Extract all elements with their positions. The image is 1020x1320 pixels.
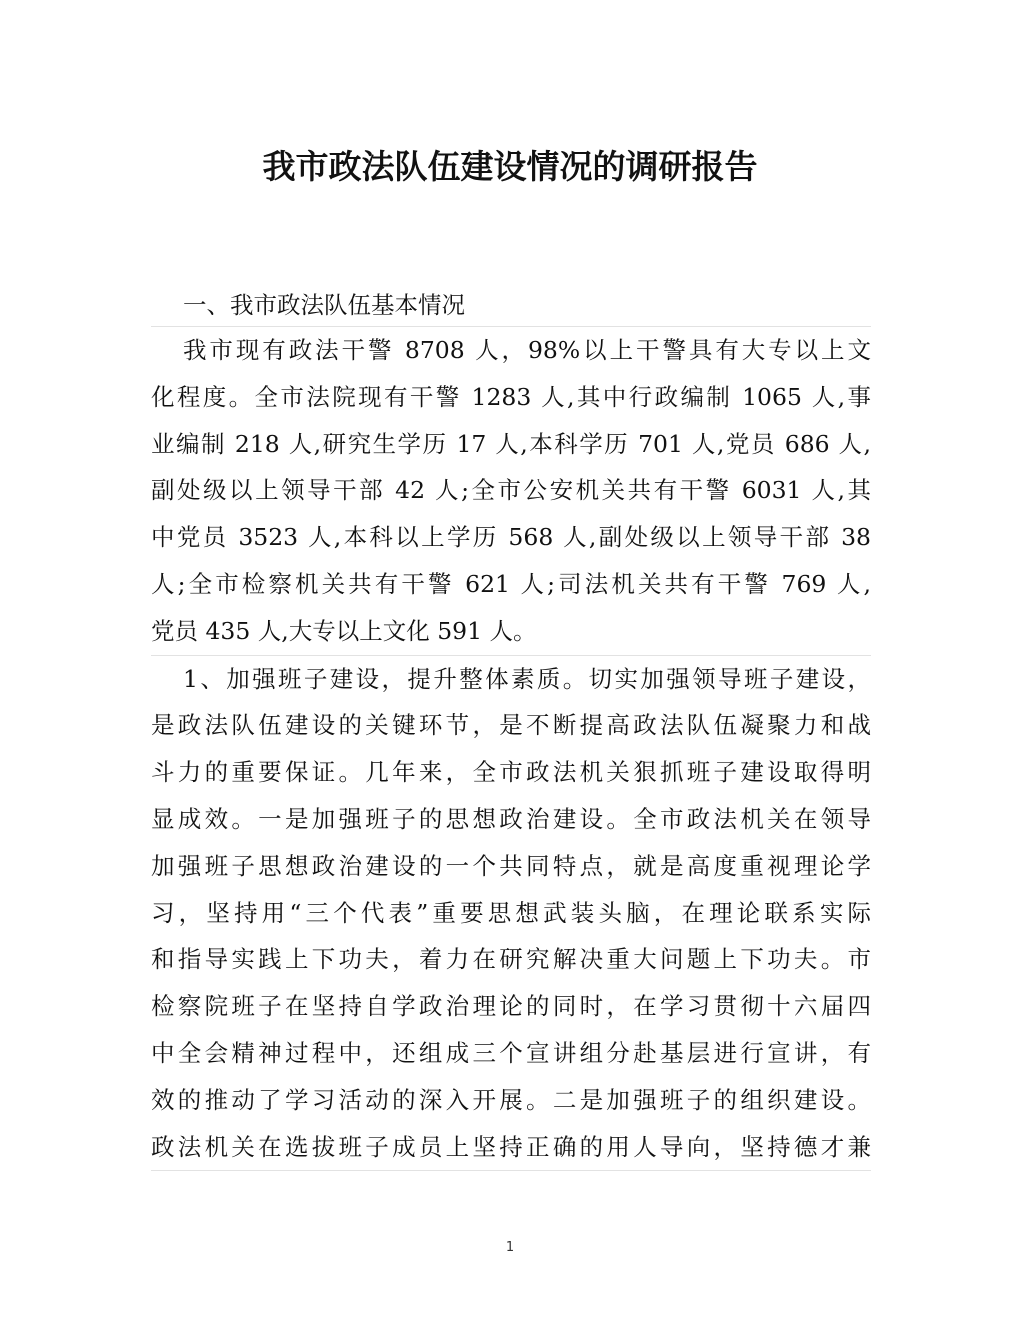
paragraph-line: 加强班子思想政治建设的一个共同特点，就是高度重视理论学 [151, 851, 871, 880]
paragraph-basic-situation [151, 327, 871, 655]
paragraph-line: 党员 435 人,大专以上文化 591 人。 [151, 616, 537, 645]
paragraph-line: 中党员 3523 人,本科以上学历 568 人,副处级以上领导干部 38 [151, 523, 871, 552]
paragraph-line: 效的推动了学习活动的深入开展。二是加强班子的组织建设。 [151, 1085, 871, 1114]
paragraph-line: 是政法队伍建设的关键环节，是不断提高政法队伍凝聚力和战 [151, 711, 871, 740]
paragraph-line: 中全会精神过程中，还组成三个宣讲组分赴基层进行宣讲，有 [151, 1038, 871, 1067]
paragraph-line: 斗力的重要保证。几年来，全市政法机关狠抓班子建设取得明 [151, 758, 871, 787]
paragraph-line: 1、加强班子建设，提升整体素质。切实加强领导班子建设， [183, 664, 871, 693]
paragraph-line: 人;全市检察机关共有干警 621 人;司法机关共有干警 769 人, [151, 569, 871, 598]
paragraph-line: 化程度。全市法院现有干警 1283 人,其中行政编制 1065 人,事 [151, 382, 871, 411]
paragraph-line: 副处级以上领导干部 42 人;全市公安机关共有干警 6031 人,其 [151, 476, 871, 505]
paragraph-line: 习，坚持用“三个代表”重要思想武装头脑，在理论联系实际 [151, 898, 871, 927]
document-title: 我市政法队伍建设情况的调研报告 [262, 147, 758, 186]
paragraph-line: 检察院班子在坚持自学政治理论的同时，在学习贯彻十六届四 [151, 992, 871, 1021]
paragraph-line: 显成效。一是加强班子的思想政治建设。全市政法机关在领导 [151, 804, 871, 833]
paragraph-team-building [151, 656, 871, 1171]
paragraph-line: 我市现有政法干警 8708 人，98%以上干警具有大专以上文 [183, 336, 871, 364]
paragraph-line: 和指导实践上下功夫，着力在研究解决重大问题上下功夫。市 [151, 945, 871, 974]
page-number: 1 [505, 1240, 515, 1255]
paragraph-line: 政法机关在选拔班子成员上坚持正确的用人导向，坚持德才兼 [151, 1132, 871, 1161]
section-heading: 一、我市政法队伍基本情况 [183, 291, 465, 319]
page-bottom-divider [151, 1170, 871, 1171]
paragraph-line: 业编制 218 人,研究生学历 17 人,本科学历 701 人,党员 686 人, [151, 429, 871, 458]
document-body [151, 284, 871, 1171]
